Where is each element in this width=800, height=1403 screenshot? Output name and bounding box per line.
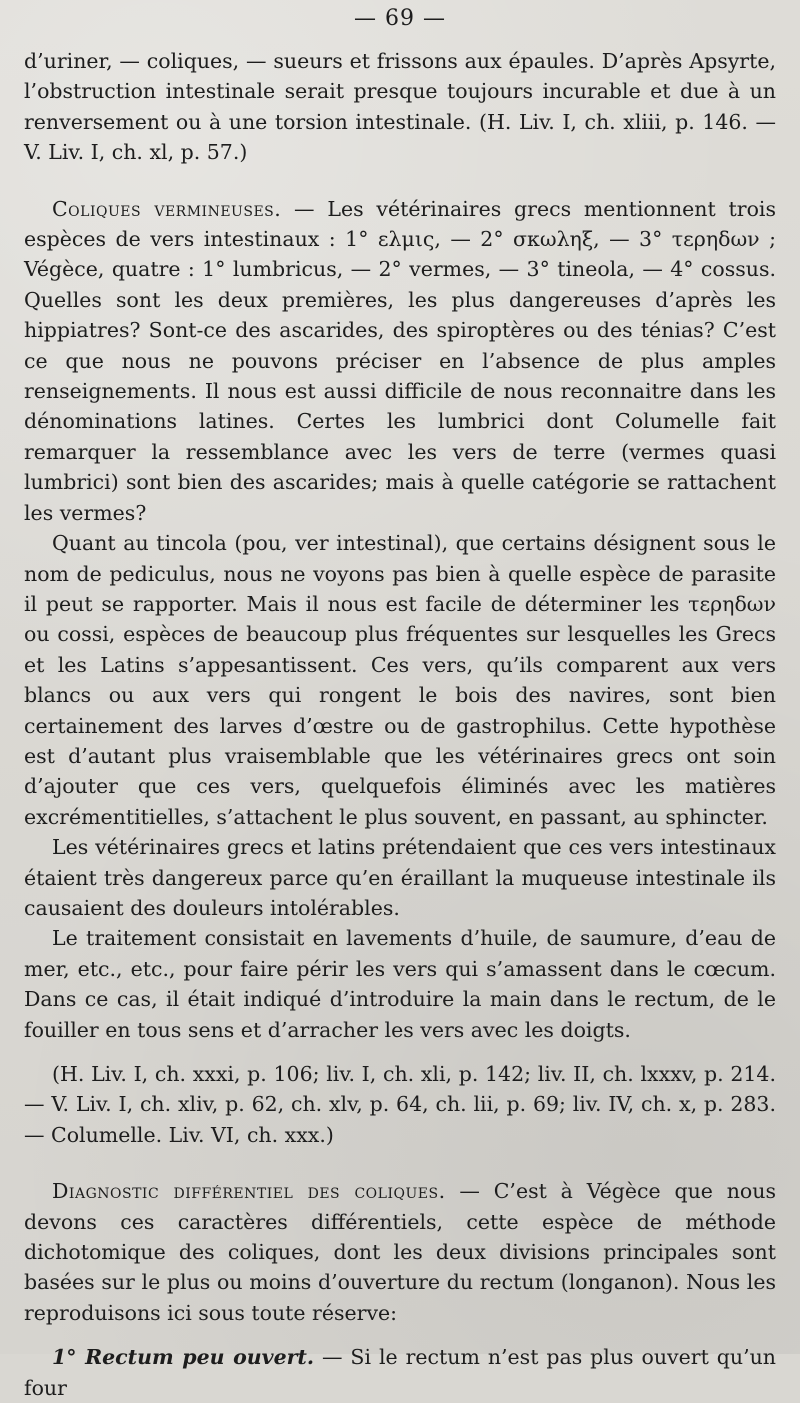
- paragraph-gap: [24, 168, 776, 194]
- paragraph-4: Les vétérinaires grecs et latins prétendaient que ces vers intestinaux étaient très dangereux parce qu’en éraillant la muqueuse intestinale ils causaient des douleurs intolérables.: [24, 835, 776, 920]
- section-heading-coliques-vermineuses: Coliques vermineuses.: [52, 196, 282, 221]
- paragraph-2: [24, 194, 776, 528]
- paragraph-6-references: (H. Liv. I, ch. xxxi, p. 106; liv. I, ch. xli, p. 142; liv. II, ch. lxxxv, p. 214. — V. Liv. I, ch. xliv, p. 62, ch. xlv, p. 64, ch. lii, p. 69; liv. IV, ch. x, p. 283. — Columelle. Liv. VI, ch. xxx.): [24, 1062, 776, 1147]
- paragraph-7: [24, 1176, 776, 1328]
- page-content: [24, 46, 776, 1403]
- paragraph-2-body: — Les vétérinaires grecs mentionnent trois espèces de vers intestinaux : 1° ελμις, — 2° σκωληξ, — 3° τερηδων ; Végèce, quatre : 1° lumbricus, — 2° vermes, — 3° tineola, — 4° cossus. Quelles sont les deux premières, les plus dangereuses d’après les hippiatres? Sont-ce des ascarides, des spiroptères ou des ténias? C’est ce que nous ne pouvons préciser en l’absence de plus amples renseignements. Il nous est aussi difficile de nous reconnaitre dans les dénominations latines. Certes les lumbrici dont Columelle fait remarquer la ressemblance avec les vers de terre (vermes quasi lumbrici) sont bien des ascarides; mais à quelle catégorie se rattachent les vermes?: [24, 196, 776, 525]
- section-heading-diagnostic: Diagnostic différentiel des coliques.: [52, 1179, 446, 1204]
- paragraph-1: d’uriner, — coliques, — sueurs et frissons aux épaules. D’après Apsyrte, l’obstruction intestinale serait presque toujours incurable et due à un renversement ou à une torsion intestinale. (H. Liv. I, ch. xliii, p. 146. — V. Liv. I, ch. xl, p. 57.): [24, 49, 776, 165]
- paragraph-8-body: — Si le rectum n’est pas plus ouvert qu’un four: [24, 1345, 776, 1400]
- paragraph-8: [24, 1342, 776, 1403]
- rectum-peu-ouvert-label: 1° Rectum peu ouvert.: [52, 1345, 315, 1370]
- paragraph-7-body: — C’est à Végèce que nous devons ces caractères différentiels, cette espèce de méthode dichotomique des coliques, dont les deux divisions principales sont basées sur le plus ou moins d’ouverture du rectum (longanon). Nous les reproduisons ici sous toute réserve:: [24, 1179, 776, 1325]
- paragraph-3: Quant au tincola (pou, ver intestinal), que certains désignent sous le nom de pediculus, nous ne voyons pas bien à quelle espèce de parasite il peut se rapporter. Mais il nous est facile de déterminer les τερηδων ou cossi, espèces de beaucoup plus fréquentes sur lesquelles les Grecs et les Latins s’appesantissent. Ces vers, qu’ils comparent aux vers blancs ou aux vers qui rongent le bois des navires, sont bien certainement des larves d’œstre ou de gastrophilus. Cette hypothèse est d’autant plus vraisemblable que les vétérinaires grecs ont soin d’ajouter que ces vers, quelquefois éliminés avec les matières excrémentitielles, s’attachent le plus souvent, en passant, au sphincter.: [24, 531, 776, 829]
- paragraph-gap: [24, 1328, 776, 1342]
- paragraph-5: Le traitement consistait en lavements d’huile, de saumure, d’eau de mer, etc., etc., pour faire périr les vers qui s’amassent dans le cœcum. Dans ce cas, il était indiqué d’introduire la main dans le rectum, de le fouiller en tous sens et d’arracher les vers avec les doigts.: [24, 926, 776, 1042]
- page-number: — 69 —: [354, 6, 446, 31]
- paragraph-gap: [24, 1150, 776, 1176]
- paragraph-gap: [24, 1045, 776, 1059]
